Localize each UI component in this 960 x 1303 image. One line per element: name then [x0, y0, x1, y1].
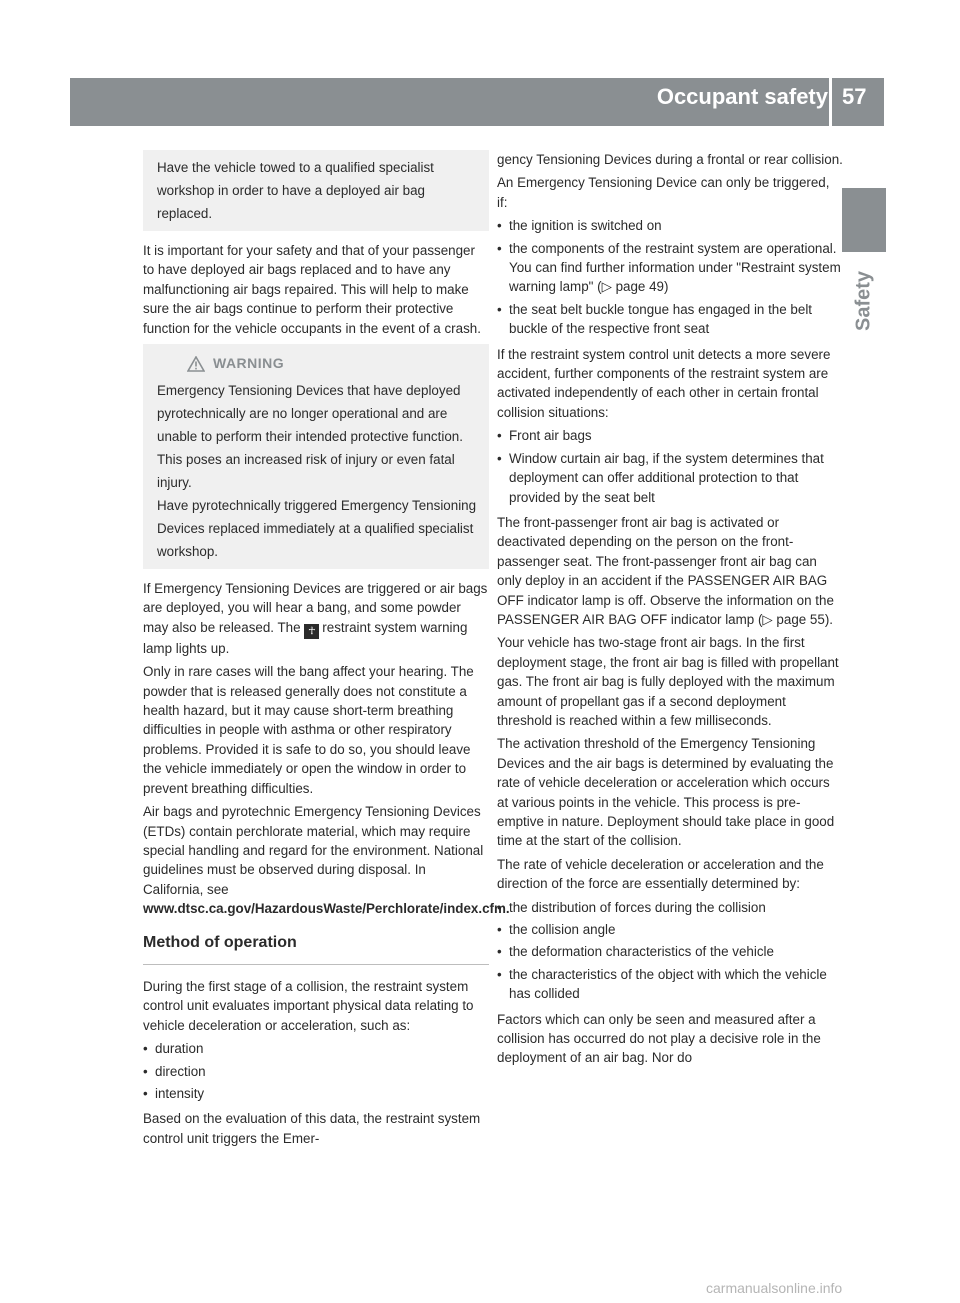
list-item: • Window curtain air bag, if the system determines that deployment can offer additional protection to that provided by the seat belt: [497, 449, 843, 507]
list-item: • Front air bags: [497, 426, 843, 445]
warning-text: Have pyrotechnically triggered Emergency Tensioning Devices replaced immediately at a qualified specialist workshop.: [157, 498, 477, 560]
bullet-list: [497, 216, 843, 338]
note-box: [143, 150, 489, 231]
paragraph: [143, 802, 510, 918]
section-side-label-text: Safety: [852, 270, 875, 332]
list-item: • intensity: [143, 1084, 489, 1103]
paragraph: gency Tensioning Devices during a frontal or rear collision.: [497, 152, 843, 167]
paragraph-text: If Emergency Tensioning Devices are triggered or air bags are deployed, you will hear a bang, and some powder may also be released. The: [143, 581, 488, 635]
restraint-system-warning-lamp-icon: ☥: [304, 624, 319, 639]
warning-box: [143, 344, 489, 569]
paragraph-text: Air bags and pyrotechnic Emergency Tensioning Devices (ETDs) contain perchlorate material, which may require special handling and regard for the environment. National guidelines must be observed during disposal. In California, see: [143, 804, 484, 897]
warning-text: Emergency Tensioning Devices that have deployed pyrotechnically are no longer operational and are unable to perform their intended protective function. This poses an increased risk of injury or even fatal injury.: [157, 383, 463, 491]
bullet-list: [143, 1039, 489, 1103]
list-item: • the collision angle: [497, 920, 843, 939]
list-item: • duration: [143, 1039, 489, 1058]
section-side-label: [842, 256, 886, 346]
list-item: • the distribution of forces during the collision: [497, 898, 843, 917]
page-title: Occupant safety: [656, 84, 828, 109]
right-column: [497, 150, 843, 1072]
paragraph: During the first stage of a collision, the restraint system control unit evaluates important physical data relating to vehicle deceleration or acceleration, such as:: [143, 978, 474, 1033]
bullet-list: [497, 898, 843, 1004]
note-box-text: Have the vehicle towed to a qualified specialist workshop in order to have a deployed air bag replaced.: [157, 160, 434, 221]
section-heading: Method of operation: [143, 933, 489, 965]
left-column: [143, 150, 510, 1152]
paragraph: [143, 579, 489, 658]
bullet-list: [497, 426, 843, 507]
warning-title: WARNING: [213, 355, 285, 372]
paragraph: An Emergency Tensioning Device can only be triggered, if:: [497, 175, 830, 210]
warning-header: [187, 352, 479, 375]
list-item: • the ignition is switched on: [497, 216, 843, 235]
paragraph: Factors which can only be seen and measured after a collision has occurred do not play a decisive role in the deployment of an air bag. Nor do: [497, 1011, 821, 1066]
list-item: • the characteristics of the object with which the vehicle has collided: [497, 965, 843, 1004]
section-side-tab: [842, 188, 886, 252]
list-item: • the components of the restraint system are operational. You can find further information under "Restraint system warning lamp" (▷ page 49): [497, 239, 843, 297]
watermark: carmanualsonline.info: [706, 1280, 843, 1296]
header-divider: [829, 78, 832, 126]
paragraph-text: restraint system warning lamp lights up.: [143, 619, 468, 656]
list-item: • the deformation characteristics of the vehicle: [497, 942, 843, 961]
paragraph: The rate of vehicle deceleration or acceleration and the direction of the force are essentially determined by:: [497, 856, 824, 892]
paragraph: Based on the evaluation of this data, the restraint system control unit triggers the Emer-: [143, 1111, 481, 1146]
paragraph: The front-passenger front air bag is activated or deactivated depending on the person on the front-passenger seat. The front-passenger front air bag can only deploy in an accident if the PASSENGER AIR BAG OFF indicator lamp is off. Observe the information on the PASSENGER AIR BAG OFF indicator lamp (▷ page 55).: [497, 514, 834, 627]
paragraph: If the restraint system control unit detects a more severe accident, further components of the restraint system are activated independently of each other in certain frontal collision situations:: [497, 346, 831, 420]
paragraph: Your vehicle has two-stage front air bags. In the first deployment stage, the front air bag is filled with propellant gas. The front air bag is fully deployed with the maximum amount of propellant gas if a second deployment threshold is reached within a few milliseconds.: [497, 635, 839, 728]
paragraph: It is important for your safety and that of your passenger to have deployed air bags replaced and to have any malfunctioning air bags repaired. This will help to make sure the air bags continue to perform their protective function for the vehicle occupants in the event of a crash.: [143, 243, 481, 336]
paragraph: Only in rare cases will the bang affect your hearing. The powder that is released generally does not constitute a health hazard, but it may cause short-term breathing difficulties in people with asthma or other respiratory problems. Provided it is safe to do so, you should leave the vehicle immediately or open the window in order to prevent breathing difficulties.: [143, 664, 474, 796]
warning-triangle-icon: [187, 356, 205, 372]
page-number: 57: [842, 84, 867, 109]
list-item: • the seat belt buckle tongue has engaged in the belt buckle of the respective front seat: [497, 300, 843, 339]
list-item: • direction: [143, 1062, 489, 1081]
dtsc-link[interactable]: www.dtsc.ca.gov/HazardousWaste/Perchlorate/index.cfm.: [143, 901, 510, 917]
paragraph: The activation threshold of the Emergency Tensioning Devices and the air bags is determined by evaluating the rate of vehicle deceleration or acceleration which occurs at various points in the vehicle. This process is pre-emptive in nature. Deployment should take place in good time at the start of the collision.: [497, 736, 835, 849]
